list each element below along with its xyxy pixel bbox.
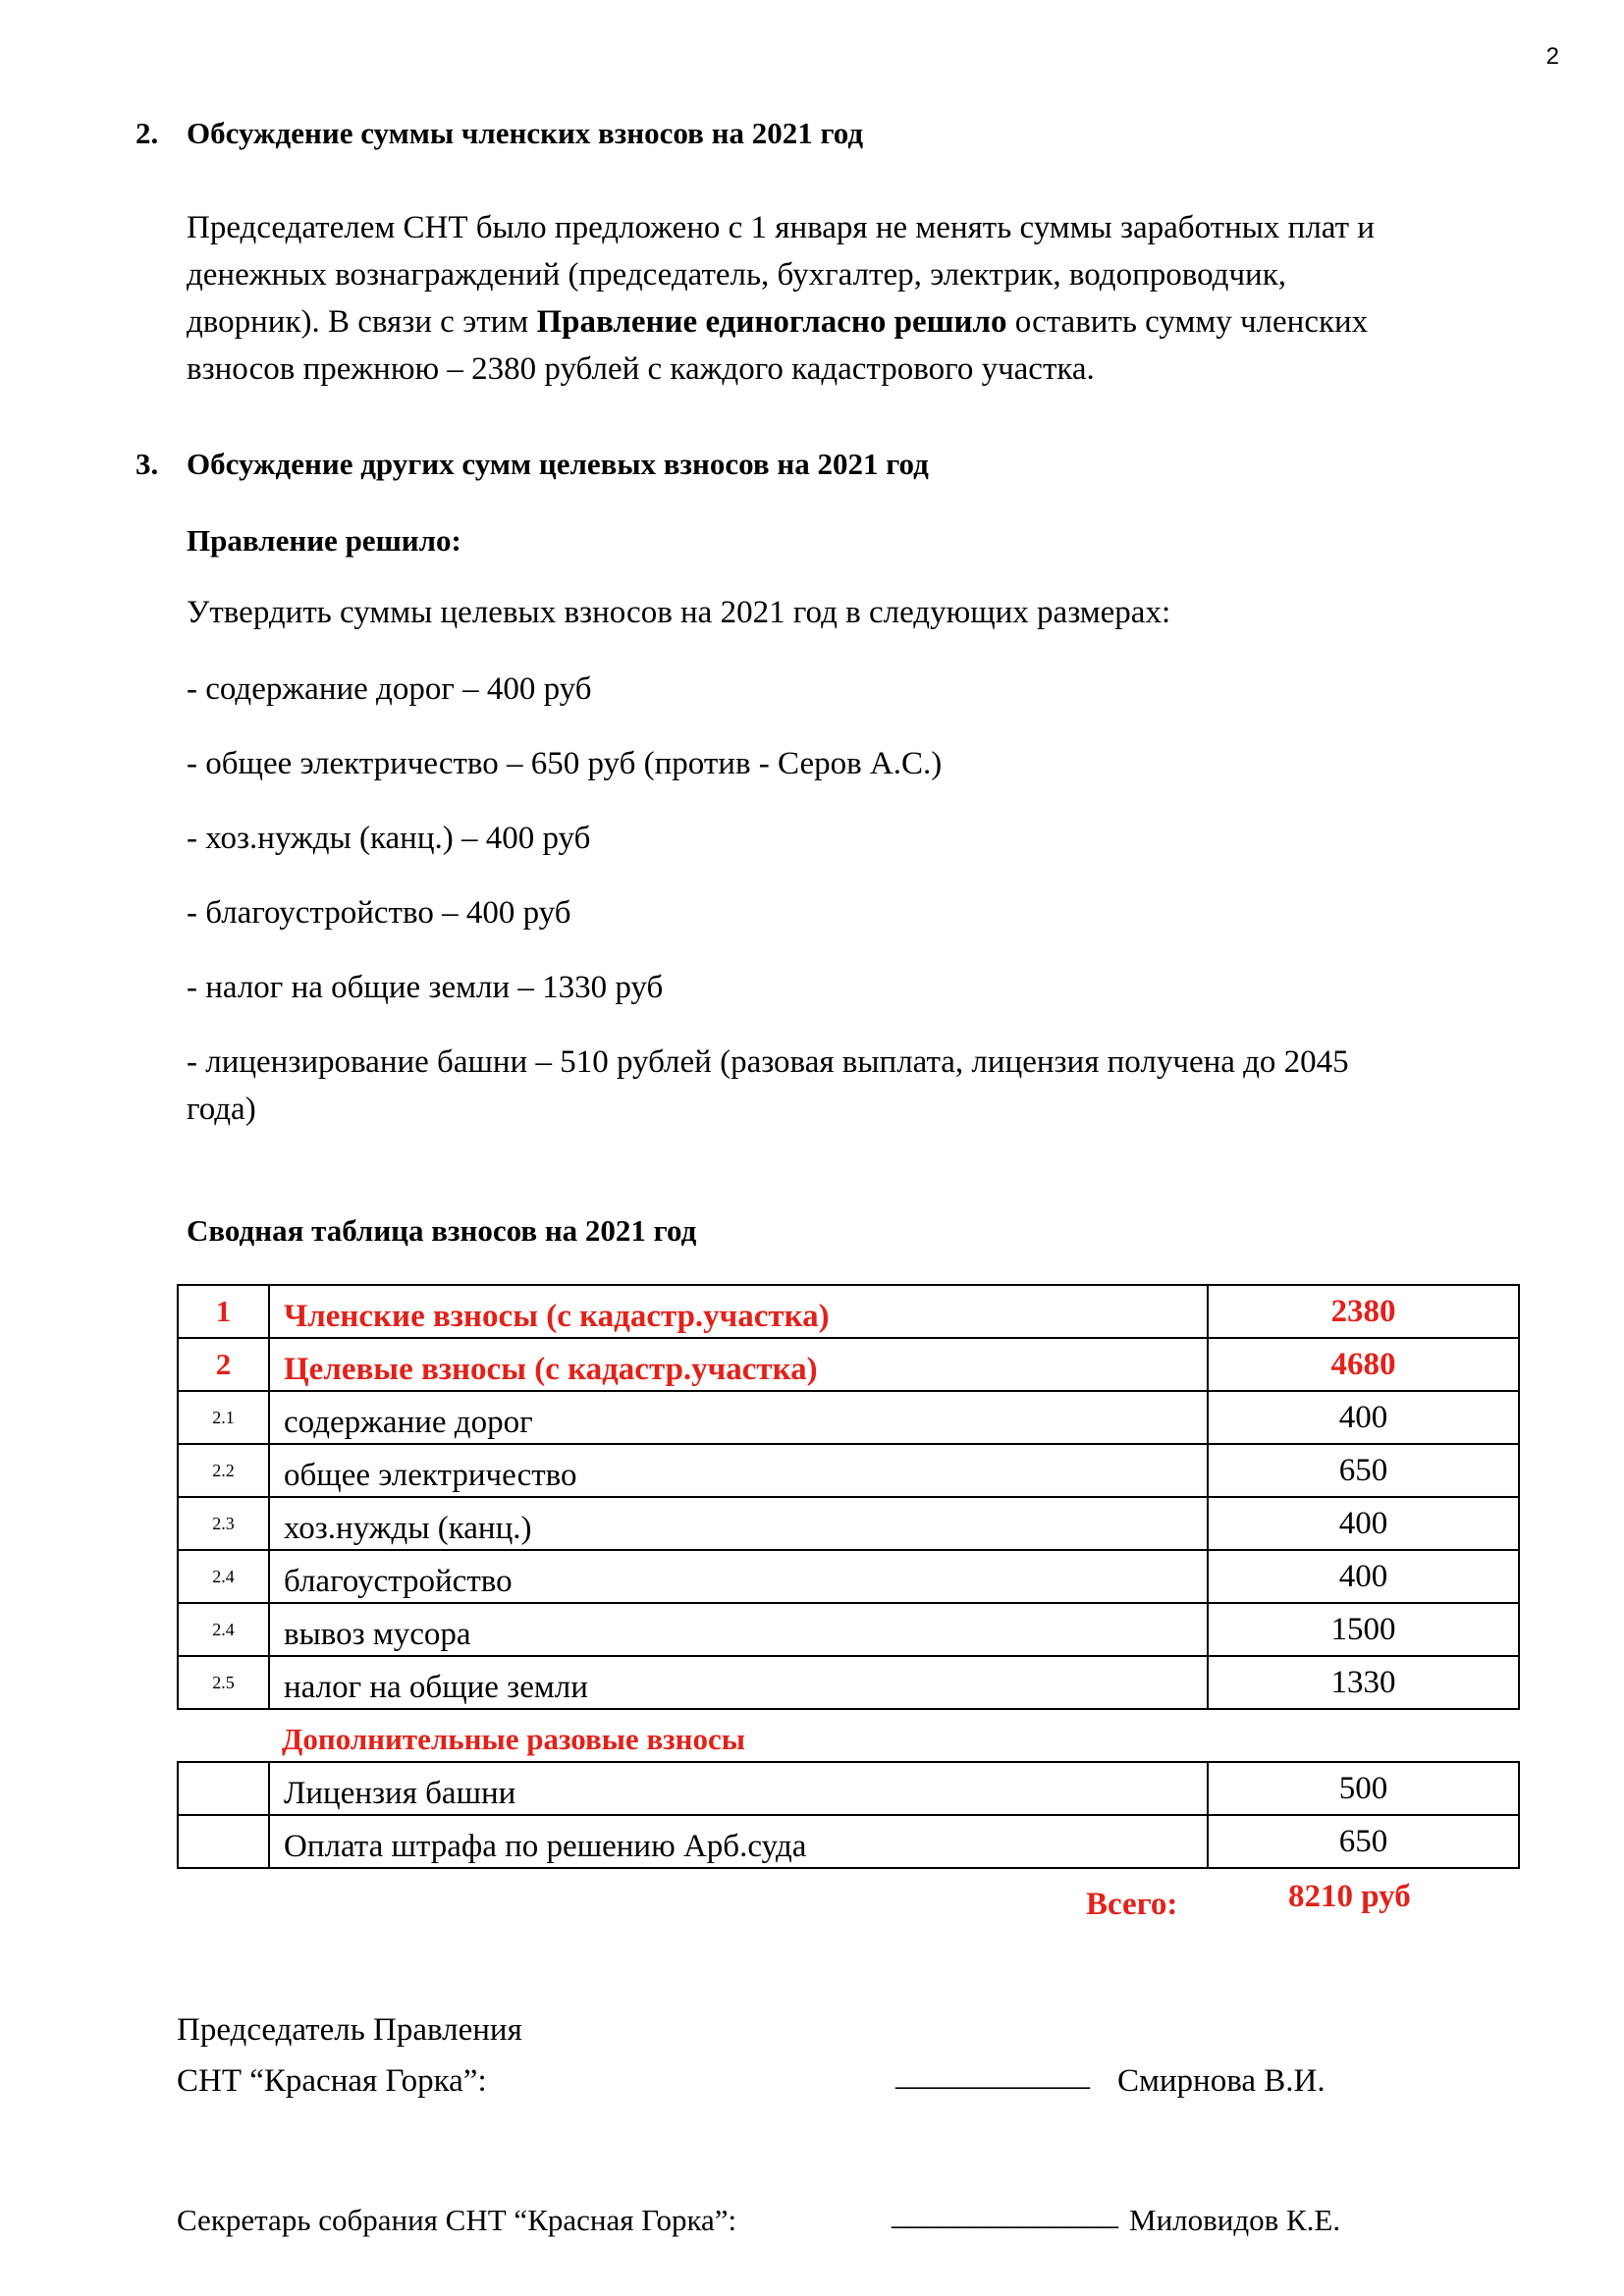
section-2-line-3-c: оставить сумму членских	[1006, 304, 1369, 340]
section-3-item-6	[187, 1039, 1349, 1133]
section-2-line-1: Председателем СНТ было предложено с 1 января не менять суммы заработных плат и	[187, 210, 1375, 245]
row-name: вывоз мусора	[269, 1603, 1208, 1656]
row-name: благоустройство	[269, 1550, 1208, 1603]
total-value: 8210 руб	[1288, 1879, 1411, 1914]
section-2-number: 2.	[135, 116, 159, 150]
row-number: 2.1	[178, 1391, 269, 1444]
section-2-line-2: денежных вознаграждений (председатель, бухгалтер, электрик, водопроводчик,	[187, 257, 1286, 293]
row-value: 400	[1208, 1391, 1519, 1444]
secretary-signature-line: ______________	[892, 2197, 1118, 2232]
chair-title-line-1: Председатель Правления	[177, 2012, 522, 2048]
row-number: 2.4	[178, 1550, 269, 1603]
row-number: 2	[178, 1338, 269, 1391]
row-number	[178, 1815, 269, 1868]
table-row	[178, 1497, 1519, 1550]
row-name: содержание дорог	[269, 1391, 1208, 1444]
chair-title-line-2: СНТ “Красная Горка”:	[177, 2063, 487, 2099]
table-row	[178, 1762, 1519, 1815]
row-name: налог на общие земли	[269, 1656, 1208, 1709]
table-row	[178, 1550, 1519, 1603]
page-number: 2	[1545, 43, 1559, 70]
row-name: Целевые взносы (с кадастр.участка)	[269, 1338, 1208, 1391]
row-value: 2380	[1208, 1285, 1519, 1338]
secretary-name: Миловидов К.Е.	[1129, 2203, 1341, 2237]
section-3-item-6-line-1: - лицензирование башни – 510 рублей (разовая выплата, лицензия получена до 2045	[187, 1044, 1349, 1080]
table-row	[178, 1444, 1519, 1497]
row-value: 4680	[1208, 1338, 1519, 1391]
row-number: 2.5	[178, 1656, 269, 1709]
row-number: 2.2	[178, 1444, 269, 1497]
chair-name: Смирнова В.И.	[1117, 2063, 1326, 2099]
row-name: хоз.нужды (канц.)	[269, 1497, 1208, 1550]
row-value: 1500	[1208, 1603, 1519, 1656]
row-value: 400	[1208, 1550, 1519, 1603]
row-name: Лицензия башни	[269, 1762, 1208, 1815]
table-row	[178, 1815, 1519, 1868]
section-3-item-6-line-2: года)	[187, 1092, 256, 1127]
extra-fees-table	[177, 1761, 1520, 1869]
section-2-title: Обсуждение суммы членских взносов на 2021 год	[187, 116, 864, 150]
row-number: 1	[178, 1285, 269, 1338]
row-number: 2.3	[178, 1497, 269, 1550]
row-name: Оплата штрафа по решению Арб.суда	[269, 1815, 1208, 1868]
section-3-title: Обсуждение других сумм целевых взносов на 2021 год	[187, 447, 929, 481]
table-row	[178, 1391, 1519, 1444]
section-3-item-2: - общее электричество – 650 руб (против - Серов А.С.)	[187, 746, 943, 781]
section-2-line-3-a: дворник). В связи с этим	[187, 304, 537, 340]
section-3-item-4: - благоустройство – 400 руб	[187, 895, 571, 931]
secretary-title: Секретарь собрания СНТ “Красная Горка”:	[177, 2203, 737, 2237]
section-3-number: 3.	[135, 447, 159, 481]
section-2-line-3	[187, 298, 1375, 346]
total-label: Всего:	[1086, 1887, 1178, 1922]
section-3-item-1: - содержание дорог – 400 руб	[187, 671, 592, 707]
section-3-item-3: - хоз.нужды (канц.) – 400 руб	[187, 821, 591, 856]
row-number	[178, 1762, 269, 1815]
row-value: 650	[1208, 1815, 1519, 1868]
summary-table	[177, 1284, 1520, 1710]
table-row	[178, 1603, 1519, 1656]
table-title: Сводная таблица взносов на 2021 год	[187, 1213, 697, 1248]
section-2-decision: Правление единогласно решило	[536, 304, 1007, 340]
section-3-intro: Утвердить суммы целевых взносов на 2021 год в следующих размерах:	[187, 595, 1171, 630]
section-2-line-4: взносов прежнюю – 2380 рублей с каждого кадастрового участка.	[187, 351, 1095, 387]
extra-fees-title: Дополнительные разовые взносы	[282, 1722, 745, 1756]
section-3-item-5: - налог на общие земли – 1330 руб	[187, 970, 664, 1005]
row-name: общее электричество	[269, 1444, 1208, 1497]
section-3-decided: Правление решило:	[187, 523, 461, 558]
row-name: Членские взносы (с кадастр.участка)	[269, 1285, 1208, 1338]
chair-signature-line: ____________	[895, 2057, 1090, 2093]
row-value: 1330	[1208, 1656, 1519, 1709]
row-value: 650	[1208, 1444, 1519, 1497]
row-value: 500	[1208, 1762, 1519, 1815]
table-row	[178, 1656, 1519, 1709]
row-value: 400	[1208, 1497, 1519, 1550]
section-2-body	[187, 204, 1375, 393]
table-row	[178, 1338, 1519, 1391]
table-row	[178, 1285, 1519, 1338]
row-number: 2.4	[178, 1603, 269, 1656]
